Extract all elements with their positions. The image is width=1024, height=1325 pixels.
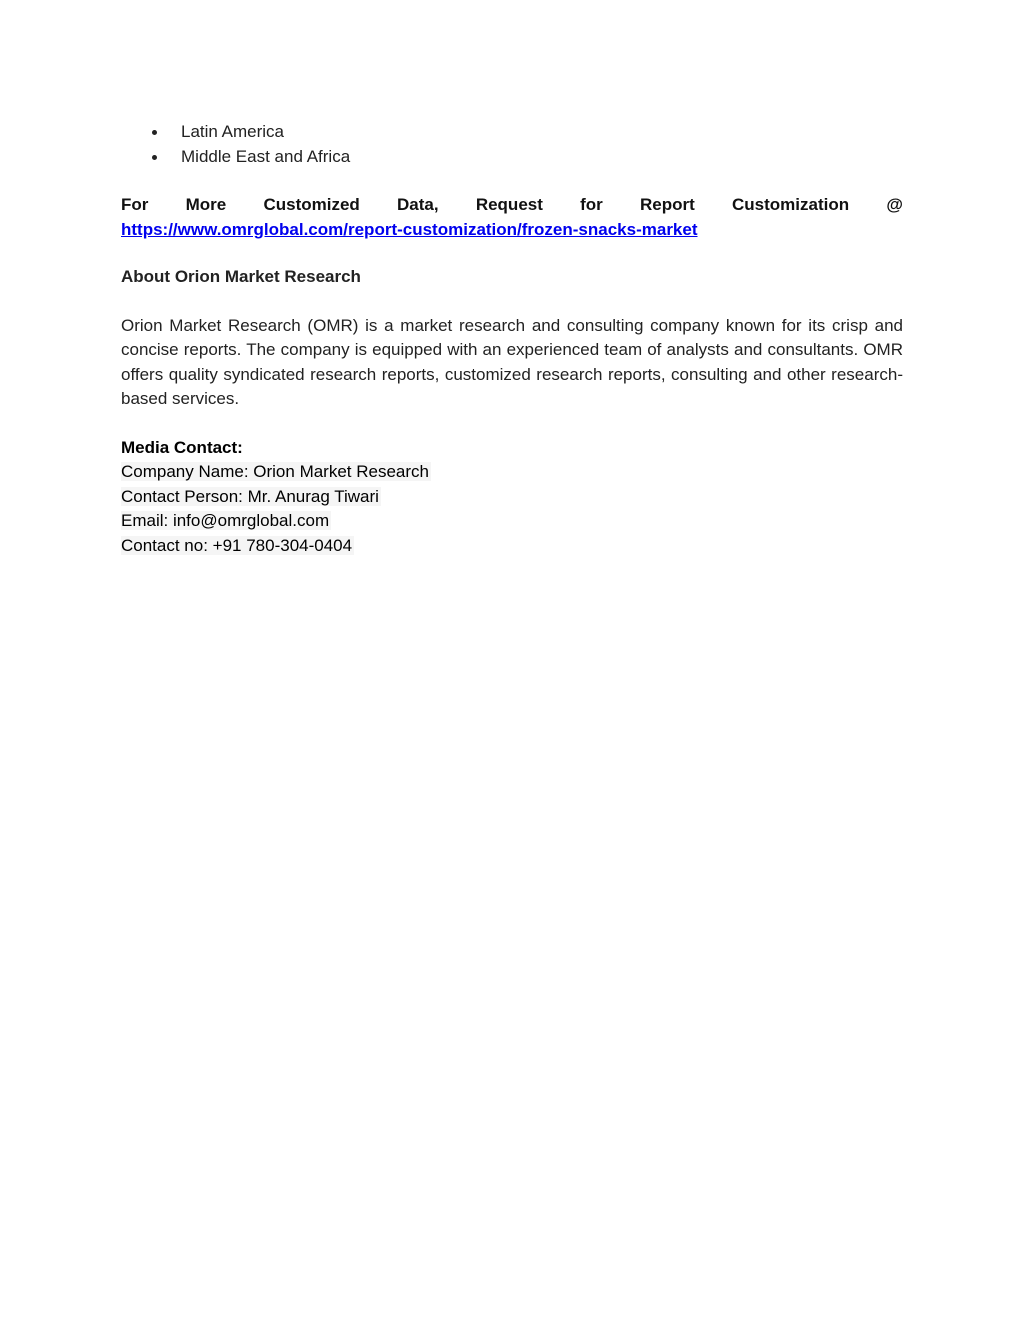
media-contact-email [121,509,903,534]
media-contact-phone [121,534,903,559]
cta-word: More [185,195,227,214]
bullet-text: Middle East and Africa [181,146,351,166]
cta-word: Customization [732,195,850,214]
media-contact-heading: Media Contact: [121,437,243,457]
cta-word: Request [475,195,543,214]
bullet-icon [152,155,157,160]
cta-word: For [121,195,149,214]
media-contact-person [121,485,903,510]
contact-person-text: Contact Person: Mr. Anurag Tiwari [121,486,379,506]
cta-word: for [580,195,603,214]
phone-text: Contact no: +91 780-304-0404 [121,535,353,555]
list-item [121,145,903,170]
customization-request [121,193,903,242]
bullet-text: Latin America [181,122,284,141]
cta-word: Data, [397,195,439,214]
company-name-text: Company Name: Orion Market Research [121,462,430,481]
region-bullet-list [121,120,903,169]
bullet-icon [152,130,157,135]
media-contact-company [121,460,903,485]
customization-link[interactable]: https://www.omrglobal.com/report-customization/frozen-snacks-market [121,219,698,239]
cta-word: @ [886,195,903,214]
cta-word: Customized [263,195,360,214]
about-heading: About Orion Market Research [121,267,361,286]
list-item [121,120,903,145]
about-paragraph: Orion Market Research (OMR) is a market research and consulting company known for its crisp and concise reports. The company is equipped with an experienced team of analysts and consultants. OMR offers quality syndicated research reports, customized research reports, consulting and other research-based services. [121,315,903,408]
cta-word: Report [640,195,695,214]
email-text: Email: info@omrglobal.com [121,511,330,530]
page-content [121,120,903,558]
customization-request-text [121,193,903,218]
